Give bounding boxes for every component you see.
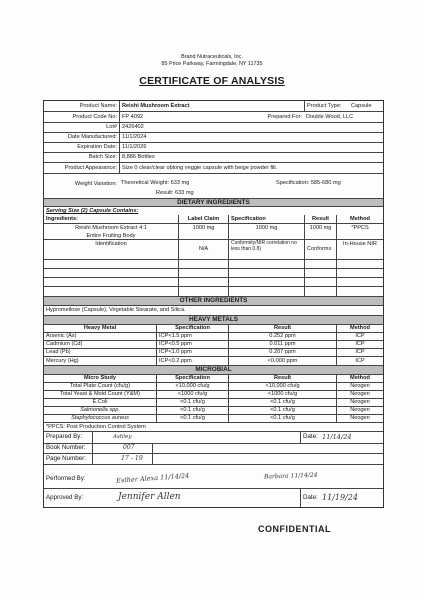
metal-method: ICP	[336, 333, 383, 340]
metals-header-method: Method	[336, 325, 383, 332]
metals-header-metal: Heavy Metal	[83, 325, 117, 332]
dietary-claim-reishi: 1000 mg	[178, 224, 228, 239]
micro-result: <0.1 cfu/g	[228, 407, 336, 414]
value-page: 17 - 19	[92, 454, 152, 464]
metal-result: 0.011 ppm	[228, 341, 336, 348]
row-mfg	[44, 133, 383, 143]
label-date-2: Date:	[300, 489, 320, 507]
metal-name: Cadmium (Cd)	[46, 341, 83, 348]
value-weight-spec: Specification: 585-680 mg	[276, 179, 341, 186]
micro-study: Staphylococcus aureus	[71, 415, 129, 422]
dietary-band: DIETARY INGREDIENTS	[44, 199, 383, 206]
metal-name: Arsenic (As)	[46, 333, 77, 340]
dietary-method-reishi: *PPCS	[336, 224, 383, 239]
metal-method: ICP	[336, 349, 383, 356]
row-product-code	[44, 112, 383, 123]
dietary-claim-id: N/A	[178, 240, 228, 259]
micro-header-row	[44, 375, 383, 383]
dietary-header-result: Result	[304, 215, 336, 223]
label-product-type: Product Type:	[304, 101, 352, 111]
signature-approved: Jennifer Allen	[118, 492, 181, 503]
micro-band-row	[44, 366, 383, 375]
dietary-spec-reishi: 1000 mg	[228, 224, 304, 239]
micro-row-tpc	[44, 383, 383, 391]
dietary-empty-row-3	[44, 278, 383, 287]
dietary-empty-row-2	[44, 269, 383, 278]
dietary-ingredient-source: Entire Fruiting Body	[86, 232, 136, 239]
value-appearance: Size 0 clear/clear oblong veggie capsule with beige powder fill.	[119, 163, 383, 173]
metal-spec: ICP<1.0 ppm	[156, 349, 228, 356]
dietary-result-reishi: 1000 mg	[304, 224, 336, 239]
label-book: Book Number:	[46, 444, 86, 452]
value-product-code: FP 4092	[119, 112, 239, 122]
label-product-code: Product Code No:	[72, 113, 117, 120]
coa-form	[43, 100, 384, 508]
other-band-row	[44, 297, 383, 306]
metals-header-spec: Specification	[156, 325, 228, 332]
other-band: OTHER INGREDIENTS	[44, 297, 383, 305]
micro-header-spec: Specification	[156, 375, 228, 382]
label-appearance: Product Appearance:	[64, 164, 117, 171]
metals-band-row	[44, 316, 383, 325]
row-performed-by	[44, 465, 383, 489]
micro-method: Neogen	[336, 415, 383, 422]
company-name: Brand Nutraceuticals, Inc.	[181, 54, 243, 60]
value-mfg: 11/1/2024	[119, 133, 269, 142]
dietary-row-reishi	[44, 224, 383, 240]
value-date-1: 11/14/24	[322, 432, 352, 441]
serving-size: Serving Size (2) Capsule Contains:	[46, 207, 139, 214]
dietary-empty-row-4	[44, 287, 383, 297]
micro-method: Neogen	[336, 407, 383, 414]
value-theoretical-weight: Theoretical Weight: 633 mg	[121, 179, 190, 186]
signature-prepared: Ashley	[92, 432, 300, 443]
signature-performed-2: Barbara 11/14/24	[263, 471, 318, 481]
micro-study: Total Plate Count (cfu/g)	[69, 383, 130, 390]
micro-row-staph	[44, 415, 383, 423]
row-lot	[44, 123, 383, 133]
row-product-name	[44, 101, 383, 112]
label-date-1: Date:	[300, 432, 320, 443]
dietary-header-ingredients: Ingredients:	[46, 215, 79, 222]
micro-header-method: Method	[336, 375, 383, 382]
row-approved-by	[44, 489, 383, 507]
dietary-ingredient-id: Identification	[95, 241, 127, 247]
micro-header-study: Micro Study	[83, 375, 116, 382]
dietary-header-claim: Label Claim	[178, 215, 228, 223]
metals-row-cadmium	[44, 341, 383, 349]
micro-band: MICROBIAL	[44, 366, 383, 374]
metal-spec: ICP<0.5 ppm	[156, 341, 228, 348]
metals-row-lead	[44, 349, 383, 357]
dietary-spec-id: Conformity/NIR correlation no less than 0.8)	[228, 240, 304, 259]
label-prepared-by: Prepared By:	[46, 433, 83, 441]
value-date-2: 11/19/24	[322, 492, 358, 502]
label-lot: Lot#	[106, 124, 117, 131]
metal-name: Lead (Pb)	[46, 349, 71, 356]
micro-spec: <0.1 cfu/g	[156, 415, 228, 422]
metal-method: ICP	[336, 341, 383, 348]
micro-study: Salmonella spp.	[80, 407, 120, 414]
metal-name: Mercury (Hg)	[46, 357, 79, 364]
dietary-header-method: Method	[336, 215, 383, 223]
confidential-stamp: CONFIDENTIAL	[258, 524, 331, 534]
micro-method: Neogen	[336, 399, 383, 406]
metal-method: ICP	[336, 357, 383, 365]
metals-band: HEAVY METALS	[44, 316, 383, 324]
dietary-ingredient-reishi: Reishi Mushroom Extract 4:1	[75, 224, 147, 231]
label-exp: Expiration Date:	[77, 144, 117, 151]
other-ingredients-text: Hypromellose (Capsule), Vegetable Stearate, and Silica.	[46, 307, 186, 314]
row-exp	[44, 143, 383, 153]
label-mfg: Date Manufactured:	[67, 134, 117, 141]
label-approved-by: Approved By:	[46, 493, 84, 501]
label-batch: Batch Size:	[88, 154, 117, 161]
label-prepared-for: Prepared For:	[267, 113, 302, 120]
micro-row-ym	[44, 391, 383, 399]
value-lot: 2426402	[119, 123, 269, 132]
micro-spec: <1000 cfu/g	[156, 391, 228, 398]
micro-result: <1000 cfu/g	[228, 391, 336, 398]
metal-spec: ICP<0.2 ppm	[156, 357, 228, 365]
micro-spec: <10,000 cfu/g	[156, 383, 228, 390]
metal-result: 0.252 ppm	[228, 333, 336, 340]
signature-performed: Esther Alexa 11/14/24	[115, 471, 190, 485]
micro-result: <0.1 cfu/g	[228, 415, 336, 422]
metal-result: <0.000 ppm	[228, 357, 336, 365]
row-book	[44, 444, 383, 454]
value-weight-result: Result: 633 mg	[156, 189, 194, 196]
document-title: CERTIFICATE OF ANALYSIS	[139, 75, 285, 87]
micro-result: <10,000 cfu/g	[228, 383, 336, 390]
dietary-empty-row-1	[44, 260, 383, 269]
value-product-type: Capsule	[351, 102, 372, 109]
row-serving	[44, 207, 383, 215]
value-product-name: Reishi Mushroom Extract	[119, 101, 304, 111]
micro-method: Neogen	[336, 391, 383, 398]
row-batch	[44, 153, 383, 163]
metal-spec: ICP<1.5 ppm	[156, 333, 228, 340]
other-row	[44, 306, 383, 316]
micro-header-result: Result	[228, 375, 336, 382]
dietary-result-id: Conforms	[304, 240, 336, 259]
micro-row-salmonella	[44, 407, 383, 415]
micro-spec: <0.1 cfu/g	[156, 407, 228, 414]
dietary-band-row	[44, 198, 383, 207]
metal-result: 0.207 ppm	[228, 349, 336, 356]
micro-method: Neogen	[336, 383, 383, 390]
label-page: Page Number:	[46, 454, 86, 462]
row-prepared-by	[44, 432, 383, 444]
micro-result: <0.1 cfu/g	[228, 399, 336, 406]
metals-header-row	[44, 325, 383, 333]
value-prepared-for: Double Wood, LLC	[306, 113, 354, 120]
metals-row-arsenic	[44, 333, 383, 341]
row-weight	[44, 174, 383, 198]
metals-row-mercury	[44, 357, 383, 366]
value-exp: 11/1/2026	[119, 143, 269, 152]
dietary-row-identification	[44, 240, 383, 260]
metals-header-result: Result	[228, 325, 336, 332]
micro-study: Total Yeast & Mold Count (Y&M)	[60, 391, 140, 398]
row-appearance	[44, 163, 383, 174]
dietary-header-spec: Specification	[228, 215, 304, 223]
micro-spec: <0.1 cfu/g	[156, 399, 228, 406]
value-book: 007	[92, 444, 152, 453]
footnote-row	[44, 423, 383, 432]
label-product-name: Product Name:	[79, 102, 117, 109]
dietary-method-id: In-House NIR	[336, 240, 383, 259]
company-address: 85 Price Parkway, Farmingdale, NY 11735	[161, 61, 263, 67]
micro-row-ecoli	[44, 399, 383, 407]
label-weight: Weight Variation:	[74, 180, 117, 187]
label-performed-by: Performed By:	[46, 475, 86, 483]
footnote-ppcs: *PPCS: Post Production Control System	[46, 423, 146, 430]
micro-study: E.Coli	[92, 399, 108, 406]
value-batch: 8,886 Bottles	[119, 153, 269, 162]
dietary-header-row	[44, 215, 383, 224]
